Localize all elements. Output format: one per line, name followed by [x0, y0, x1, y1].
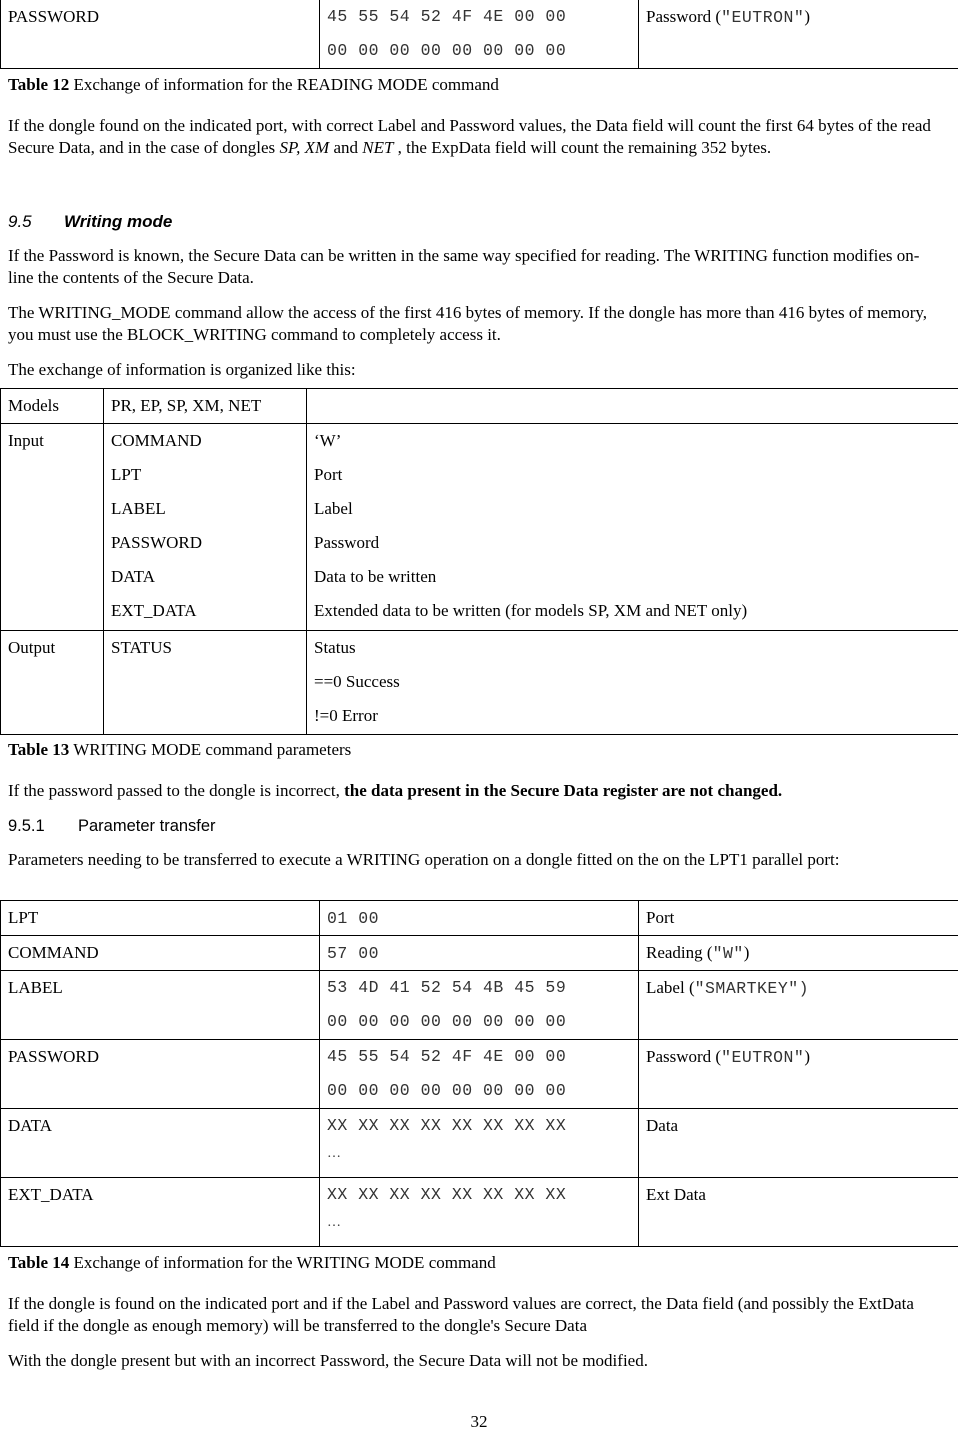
hex-line: 45 55 54 52 4F 4E 00 00: [327, 6, 631, 40]
table-cell: Output: [1, 631, 104, 735]
page-number: 32: [0, 1411, 958, 1433]
desc-cell: Port: [639, 901, 958, 936]
table-cell: PR, EP, SP, XM, NET: [104, 389, 307, 424]
writing-mode-params-table: [0, 388, 958, 735]
field-cell: PASSWORD: [1, 0, 320, 69]
table-row: [1, 1178, 958, 1247]
field-cell: COMMAND: [1, 936, 320, 971]
table-row: [1, 631, 958, 735]
paragraph: If the Password is known, the Secure Data can be written in the same way specified for reading. The WRITING function modifies on-line the contents of the Secure Data.: [8, 245, 943, 289]
table-row: [1, 901, 958, 936]
table-row: [1, 389, 958, 424]
field-cell: LABEL: [1, 971, 320, 1040]
hex-cell: 53 4D 41 52 54 4B 45 59 00 00 00 00 00 00 00 00: [320, 971, 639, 1040]
paragraph: If the dongle is found on the indicated port and if the Label and Password values are correct, the Data field (and possibly the ExtData field if the dongle as enough memory) will be transferred to the dongle's Secure Data: [8, 1293, 943, 1337]
desc-cell: Label ("SMARTKEY"): [639, 971, 958, 1040]
desc-cell: Password ("EUTRON"): [639, 1040, 958, 1109]
section-heading-9-5-1: 9.5.1 Parameter transfer: [8, 815, 216, 837]
hex-cell: 45 55 54 52 4F 4E 00 00 00 00 00 00 00 00 00 00: [320, 1040, 639, 1109]
table-row: [1, 424, 958, 631]
field-cell: LPT: [1, 901, 320, 936]
hex-cell: [320, 0, 639, 69]
desc-cell: Ext Data: [639, 1178, 958, 1247]
writing-mode-transfer-table: [0, 900, 958, 1247]
table-row: [1, 1040, 958, 1109]
paragraph: If the dongle found on the indicated port, with correct Label and Password values, the Data field will count the first 64 bytes of the read Secure Data, and in the case of dongles SP, XM and NET , the ExpData field will count the remaining 352 bytes.: [8, 115, 943, 159]
hex-cell: 57 00: [320, 936, 639, 971]
hex-cell: XX XX XX XX XX XX XX XX …: [320, 1109, 639, 1178]
table-cell: Status ==0 Success !=0 Error: [307, 631, 958, 735]
table-cell: Input: [1, 424, 104, 631]
table-cell: COMMAND LPT LABEL PASSWORD DATA EXT_DATA: [104, 424, 307, 631]
table-row: [1, 936, 958, 971]
table-caption-14: Table 14 Exchange of information for the WRITING MODE command: [8, 1252, 943, 1274]
hex-line: 00 00 00 00 00 00 00 00: [327, 40, 631, 66]
reading-mode-table-tail: [0, 0, 958, 69]
hex-cell: 01 00: [320, 901, 639, 936]
table-cell: STATUS: [104, 631, 307, 735]
desc-cell: Password ("EUTRON"): [639, 0, 958, 69]
desc-cell: Reading ("W"): [639, 936, 958, 971]
field-cell: EXT_DATA: [1, 1178, 320, 1247]
table-cell: [307, 389, 958, 424]
section-heading-9-5: 9.5 Writing mode: [8, 211, 172, 233]
table-row: [1, 971, 958, 1040]
table-caption-12: Table 12 Exchange of information for the READING MODE command: [8, 74, 943, 96]
table-cell: ‘W’ Port Label Password Data to be written Extended data to be written (for models SP, XM and NET only): [307, 424, 958, 631]
table-row: [1, 1109, 958, 1178]
paragraph: Parameters needing to be transferred to execute a WRITING operation on a dongle fitted on the on the LPT1 parallel port:: [8, 849, 943, 871]
table-caption-13: Table 13 WRITING MODE command parameters: [8, 739, 943, 761]
desc-cell: Data: [639, 1109, 958, 1178]
hex-cell: XX XX XX XX XX XX XX XX …: [320, 1178, 639, 1247]
field-cell: DATA: [1, 1109, 320, 1178]
field-cell: PASSWORD: [1, 1040, 320, 1109]
paragraph: The exchange of information is organized like this:: [8, 359, 943, 381]
paragraph: The WRITING_MODE command allow the access of the first 416 bytes of memory. If the dongle has more than 416 bytes of memory, you must use the BLOCK_WRITING command to completely access it.: [8, 302, 943, 346]
paragraph: With the dongle present but with an incorrect Password, the Secure Data will not be modified.: [8, 1350, 943, 1372]
paragraph: If the password passed to the dongle is incorrect, the data present in the Secure Data register are not changed.: [8, 780, 943, 802]
table-cell: Models: [1, 389, 104, 424]
table-row: [1, 0, 958, 69]
